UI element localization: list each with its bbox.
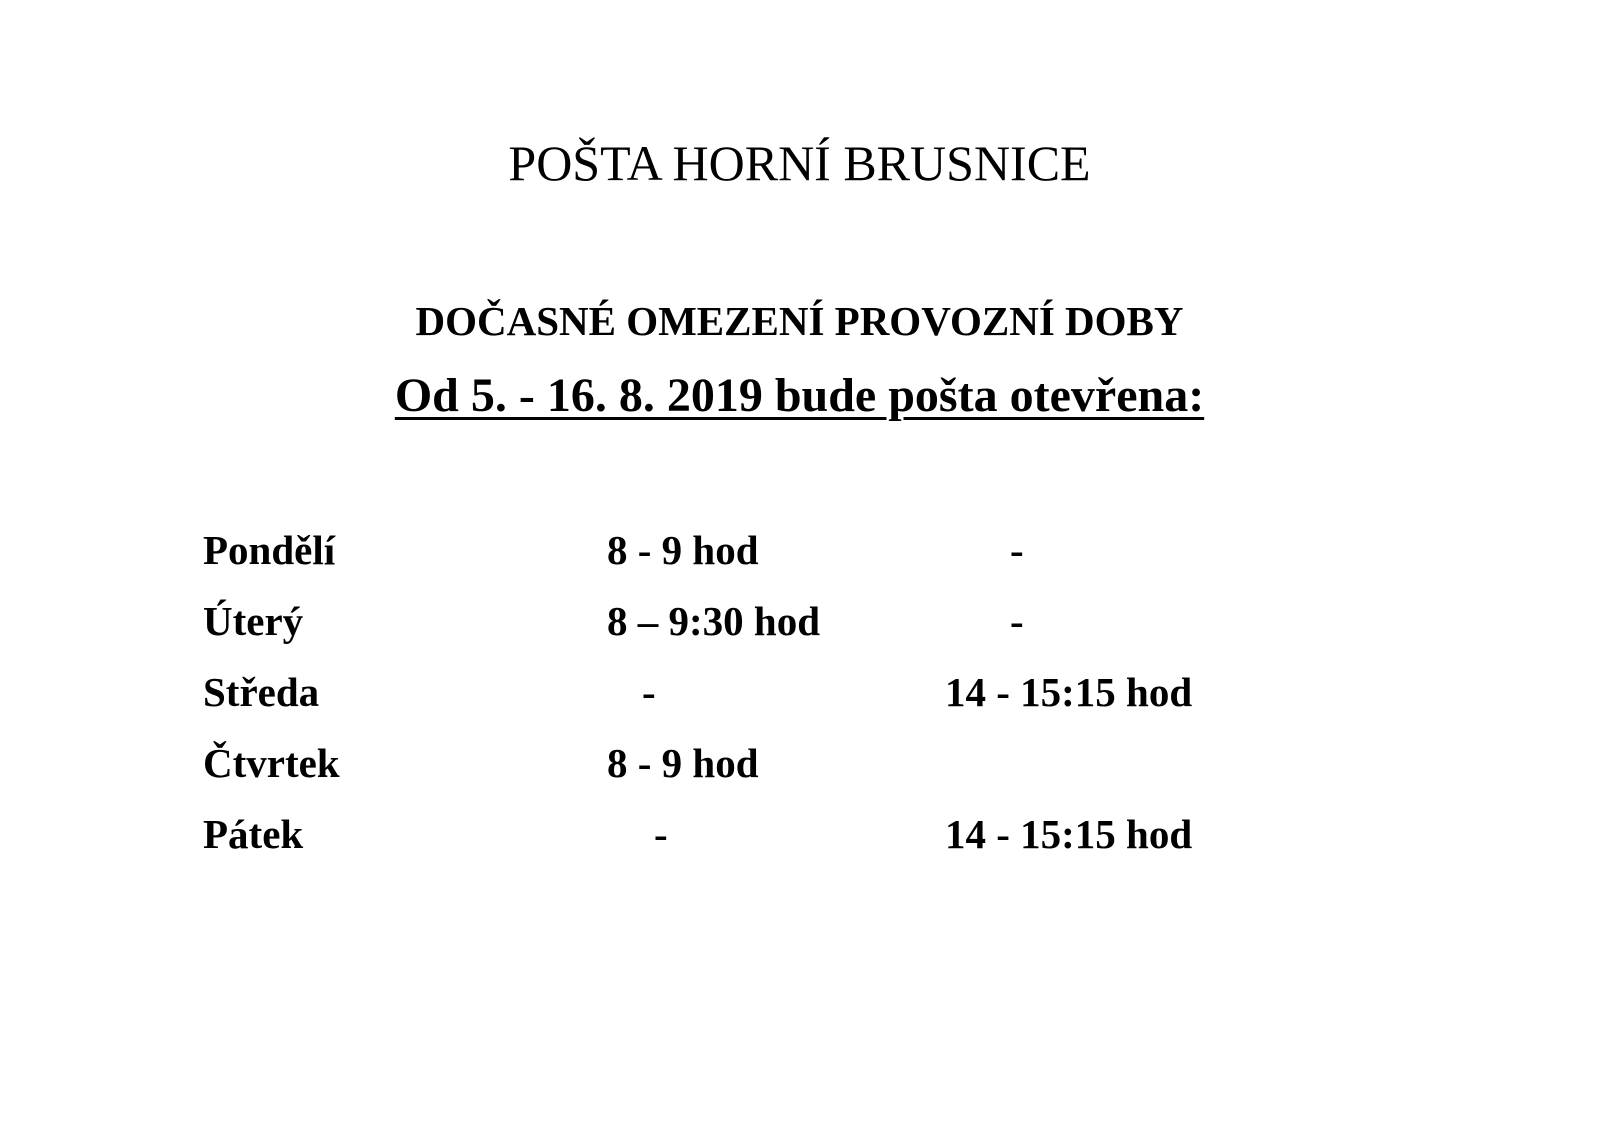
day-label: Čtvrtek bbox=[203, 740, 340, 786]
schedule-row bbox=[0, 523, 1599, 594]
date-range-notice: Od 5. - 16. 8. 2019 bude pošta otevřena: bbox=[394, 369, 1205, 422]
opening-hours-table bbox=[0, 523, 1599, 878]
morning-hours: 8 - 9 hod bbox=[607, 527, 759, 573]
morning-hours: - bbox=[642, 669, 656, 715]
day-label: Středa bbox=[203, 669, 320, 715]
schedule-row bbox=[0, 807, 1599, 878]
day-label: Pátek bbox=[203, 811, 304, 857]
day-label: Úterý bbox=[203, 598, 304, 644]
notice-heading: DOČASNÉ OMEZENÍ PROVOZNÍ DOBY bbox=[415, 298, 1184, 344]
day-label: Pondělí bbox=[203, 527, 336, 573]
afternoon-hours: - bbox=[1010, 598, 1024, 644]
schedule-row bbox=[0, 736, 1599, 807]
schedule-row bbox=[0, 665, 1599, 736]
morning-hours: 8 - 9 hod bbox=[607, 740, 759, 786]
afternoon-hours: - bbox=[1010, 527, 1024, 573]
morning-hours: 8 – 9:30 hod bbox=[607, 598, 821, 644]
page-title: POŠTA HORNÍ BRUSNICE bbox=[508, 135, 1091, 191]
afternoon-hours: 14 - 15:15 hod bbox=[945, 669, 1193, 715]
afternoon-hours: 14 - 15:15 hod bbox=[945, 811, 1193, 857]
schedule-row bbox=[0, 594, 1599, 665]
morning-hours: - bbox=[654, 811, 668, 857]
